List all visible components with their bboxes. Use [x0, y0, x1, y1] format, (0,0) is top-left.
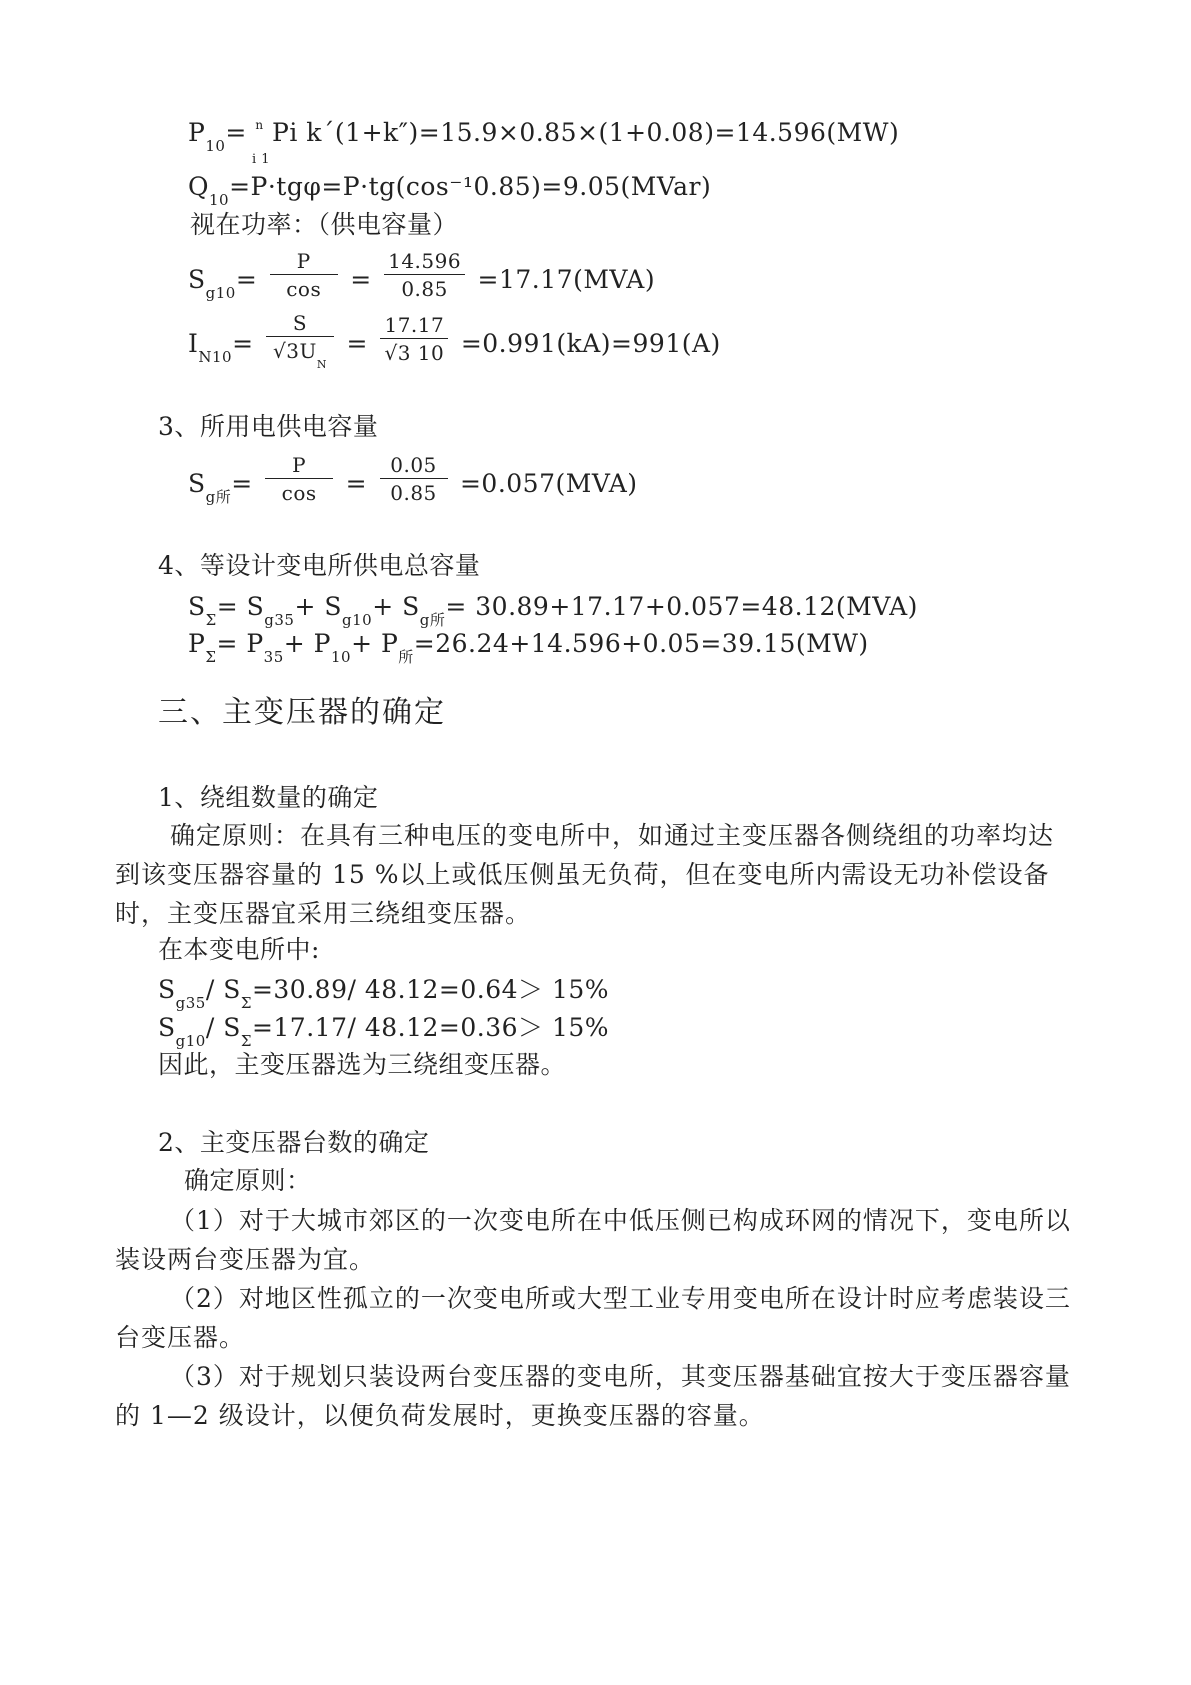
formula-sg-suo: $S_{g所}=$ $\frac{P}{\cos}$ = $\frac{0.05}{0.85}$ =0.057(MVA): [188, 453, 638, 506]
formula-s-sigma: $S_\Sigma= S_{g35}+ S_{g10}+ S_{g所}= 30.89+17.17+0.057=48.12(MVA)$: [188, 592, 918, 629]
formula-p10: $P_{10}= ^n$ Pi k´(1+k″)=15.9×0.85×(1+0.08)=14.596(MW): [188, 118, 900, 155]
formula-p10-sum-index: i 1: [252, 152, 271, 167]
apparent-power-label: 视在功率：（供电容量）: [190, 210, 459, 239]
fraction: $\frac{14.596}{0.85}$: [384, 248, 465, 303]
subsection-heading-1: 1、绕组数量的确定: [158, 783, 379, 812]
ratio-line-1: $S_{g35}/$ $S_\Sigma=30.89/$ 48.12=0.64＞ 15%: [158, 975, 610, 1012]
principle-paragraph: 确定原则：在具有三种电压的变电所中，如通过主变压器各侧绕组的功率均达到该变压器容量的 15 %以上或低压侧虽无负荷，但在变电所内需设无功补偿设备时，主变压器宜采用三绕组变压器。: [115, 821, 1055, 928]
subsection-heading-2: 2、主变压器台数的确定: [158, 1128, 430, 1157]
in-this-substation: 在本变电所中:: [158, 935, 320, 964]
formula-p-sigma: $P_\Sigma= P_{35}+ P_{10}+ P_所=26.24+14.596+0.05=39.15(MW)$: [188, 629, 869, 666]
ratio-line-2: $S_{g10}/$ $S_\Sigma=17.17/$ 48.12=0.36＞ 15%: [158, 1013, 610, 1050]
fraction: $\frac{P}{\cos}$: [265, 452, 333, 507]
formula-in10: $I_{N10}=$ $\frac{S}{√3U_N}$ = $\frac{17.17}{√3 10}$ =0.991(kA)=991(A): [188, 311, 721, 371]
fraction: $\frac{P}{\cos}$: [270, 248, 338, 303]
conclusion: 因此，主变压器选为三绕组变压器。: [158, 1050, 567, 1079]
fraction: $\frac{17.17}{√3 10}$: [380, 312, 448, 367]
fraction: $\frac{S}{√3U_N}$: [266, 310, 334, 369]
section-title: 三、主变压器的确定: [158, 695, 446, 730]
principle-item-3: （3）对于规划只装设两台变压器的变电所，其变压器基础宜按大于变压器容量的 1—2 级设计，以便负荷发展时，更换变压器的容量。: [115, 1362, 1071, 1430]
formula-q10: $Q_{10}=P\cdot tg\varphi=P\cdot tg(\cos^{-1}0.85)=9.05(MVar)$: [188, 172, 712, 209]
fraction: $\frac{0.05}{0.85}$: [380, 452, 448, 507]
section-heading-4: 4、等设计变电所供电总容量: [158, 551, 481, 580]
principle-item-2: （2）对地区性孤立的一次变电所或大型工业专用变电所在设计时应考虑装设三台变压器。: [115, 1284, 1071, 1352]
principle-label: 确定原则：: [184, 1166, 312, 1195]
formula-sg10: $S_{g10}=$ $\frac{P}{\cos}$ = $\frac{14.596}{0.85}$ =17.17(MVA): [188, 249, 656, 302]
section-heading-3: 3、所用电供电容量: [158, 412, 379, 441]
principle-item-1: （1）对于大城市郊区的一次变电所在中低压侧已构成环网的情况下，变电所以装设两台变压器为宜。: [115, 1206, 1071, 1274]
